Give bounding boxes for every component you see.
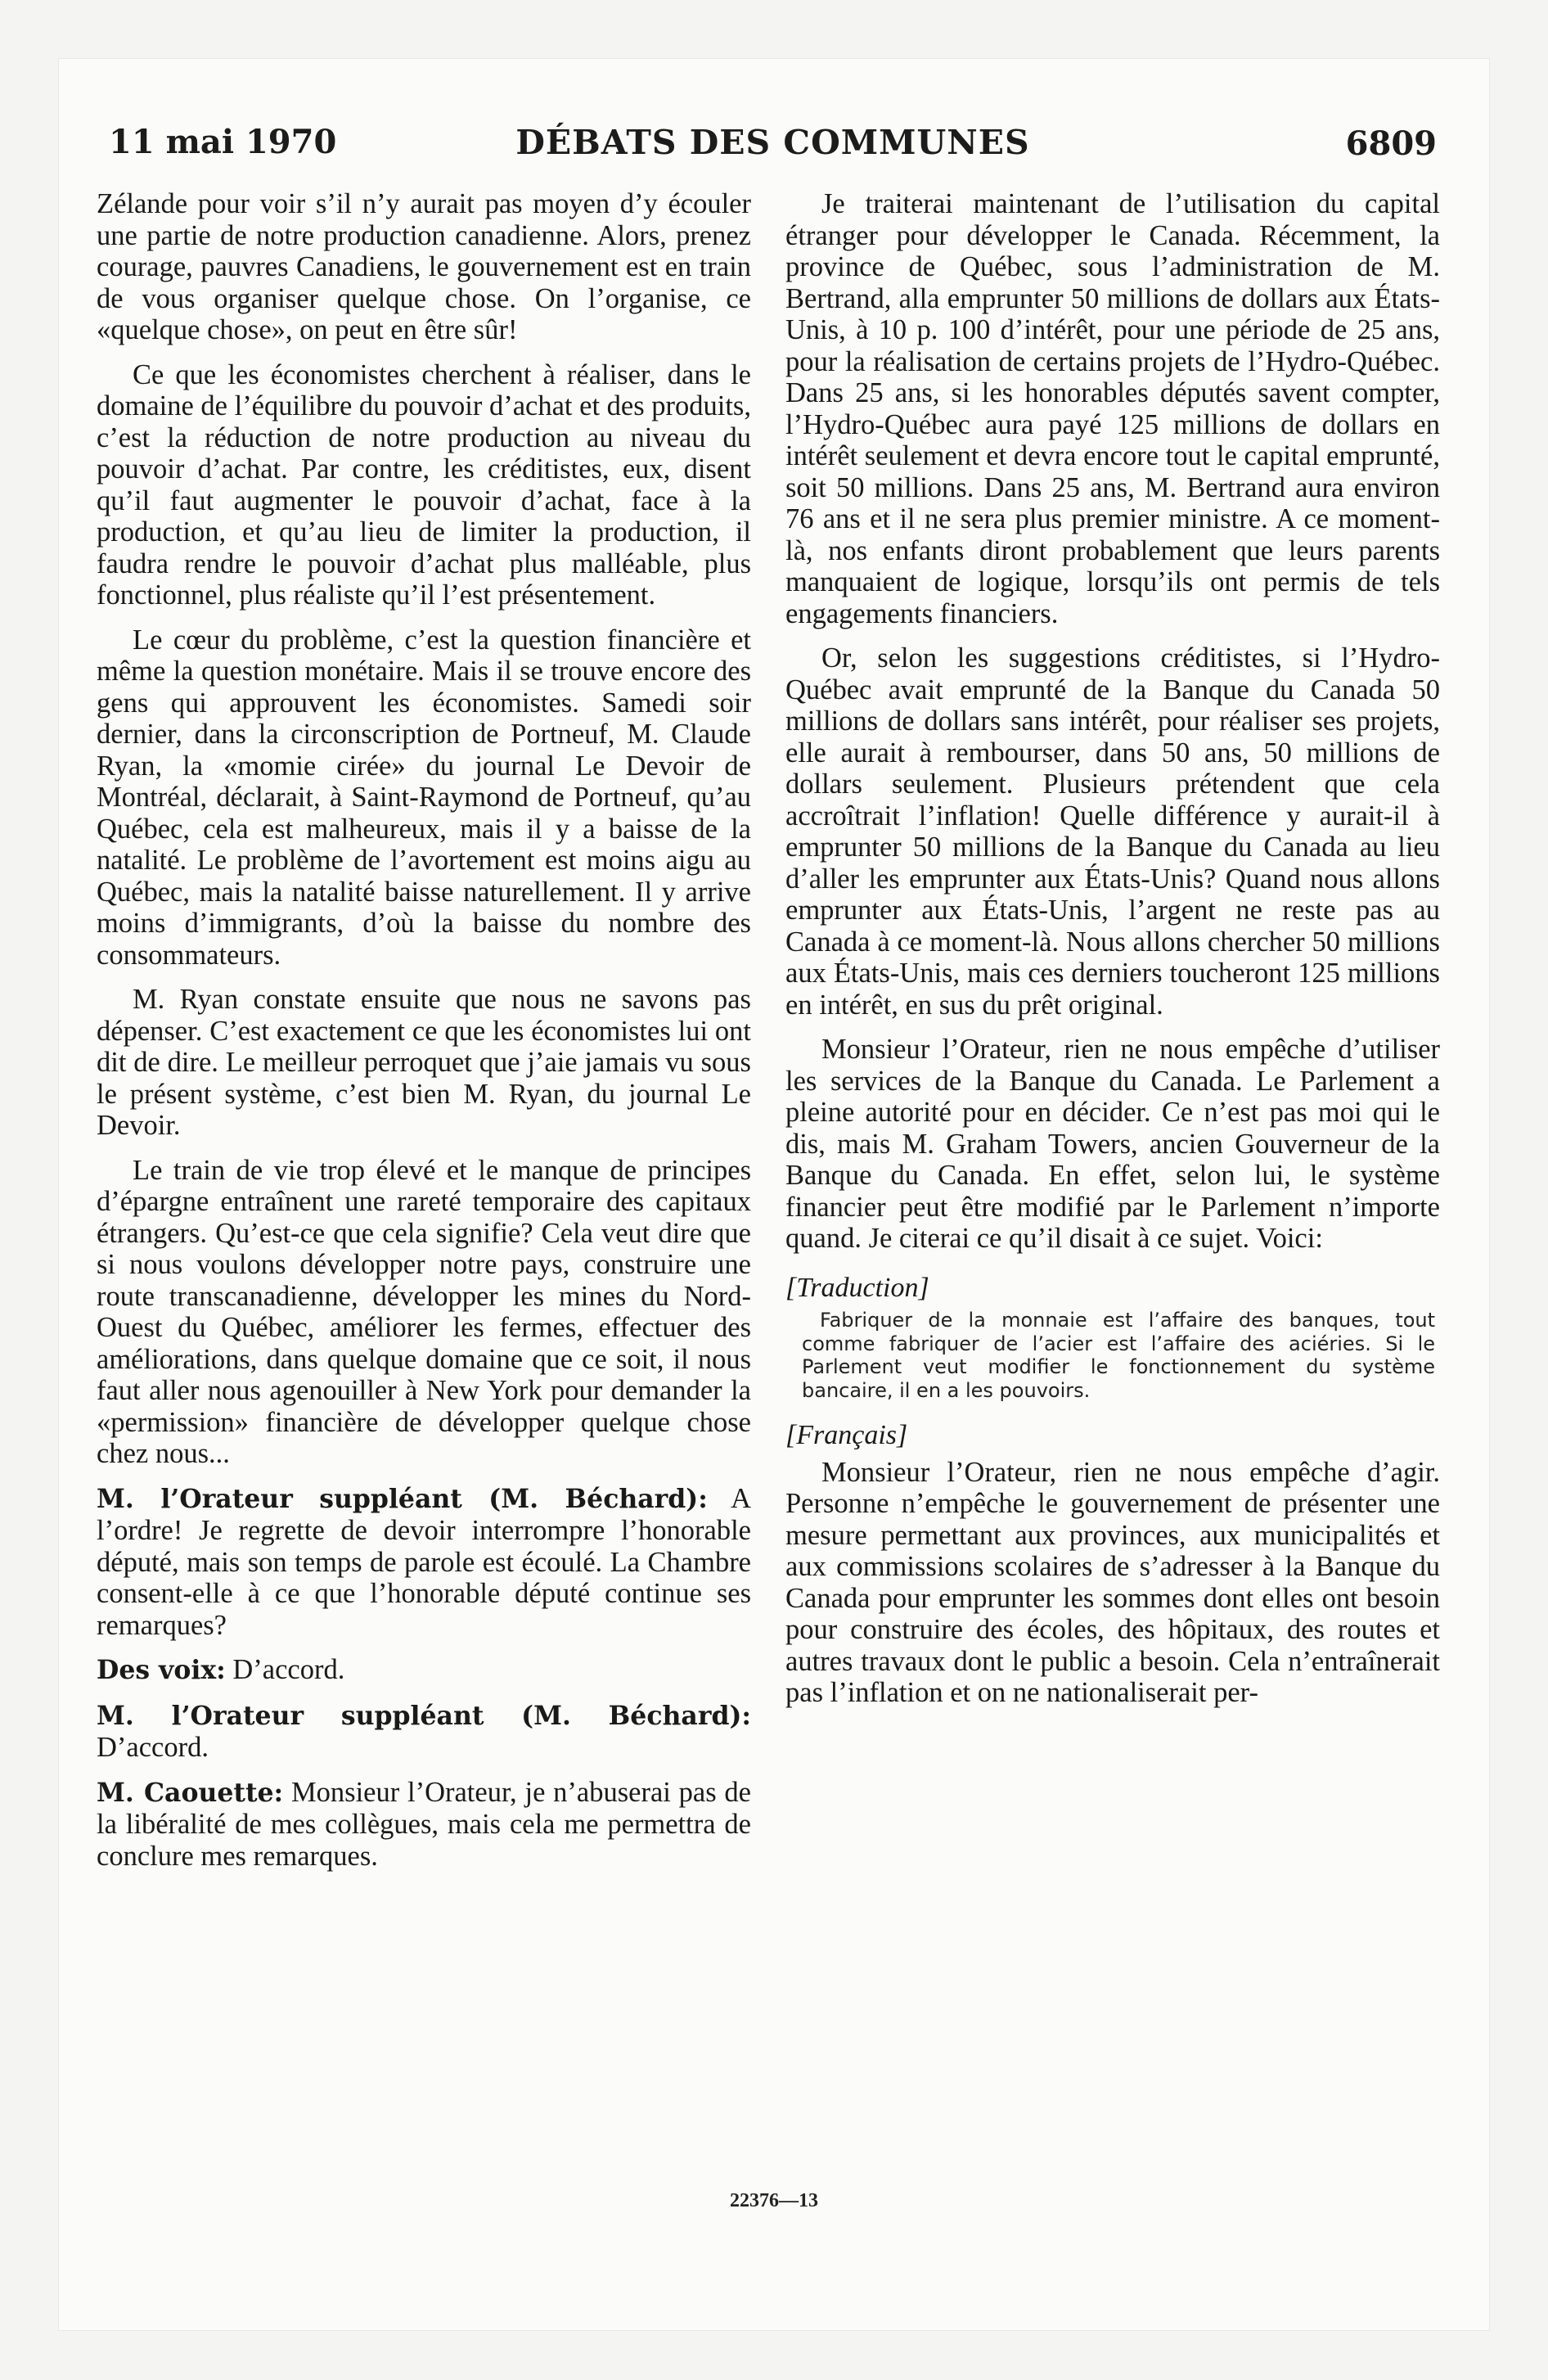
language-tag-translation: [Traduction]: [785, 1272, 929, 1303]
header-page-number: 6809: [1345, 124, 1437, 163]
speaker-name: M. l’Orateur suppléant (M. Béchard):: [97, 1483, 708, 1514]
header-title: DÉBATS DES COMMUNES: [515, 123, 1030, 162]
speech-text: D’accord.: [225, 1654, 345, 1685]
speech-entry: [97, 1700, 751, 1764]
paragraph: Or, selon les suggestions créditistes, si l’Hydro-Québec avait emprunté de la Banque du Canada 50 millions de dollars sans intérêt, pour réaliser ses projets, elle aurait à rembourser, dans 50 ans, 50 millions de dollars seulement. Plusieurs prétendent que cela accroîtrait l’inflation! Quelle différence y aurait-il à emprunter 50 millions de la Banque du Canada au lieu d’aller les emprunter aux États-Unis? Quand nous allons emprunter aux États-Unis, l’argent ne reste pas au Canada à ce moment-là. Nous allons chercher 50 millions aux États-Unis, mais ces derniers toucheront 125 millions en intérêt, en sus du prêt original.: [785, 642, 1440, 1021]
speech-text: A l’ordre! Je regrette de devoir interrompre l’honorable député, mais son temps de parole est écoulé. La Chambre consent-elle à ce que l’honorable député continue ses remarques?: [97, 1482, 751, 1641]
block-quote: Fabriquer de la monnaie est l’affaire des banques, tout comme fabriquer de l’acier est l’affaire des aciéries. Si le Parlement veut modifier le fonctionnement du système bancaire, il en a les pouvoirs.: [802, 1309, 1435, 1402]
language-tag-french: [Français]: [785, 1420, 908, 1450]
speech-text: Monsieur l’Orateur, je n’abuserai pas de la libéralité de mes collègues, mais cela me permettra de conclure mes remarques.: [97, 1776, 751, 1872]
paragraph: Le train de vie trop élevé et le manque de principes d’épargne entraînent une rareté temporaire des capitaux étrangers. Qu’est-ce que cela signifie? Cela veut dire que si nous voulons développer notre pays, construire une route transcanadienne, développer les mines du Nord-Ouest du Québec, améliorer les fermes, effectuer des améliorations, dans quelque domaine que ce soit, il nous faut aller nous agenouiller à New York pour demander la «permission» financière de développer quelque chose chez nous...: [97, 1154, 751, 1469]
page-header: [109, 123, 1437, 172]
speech-entry: [97, 1654, 751, 1687]
paragraph: Je traiterai maintenant de l’utilisation du capital étranger pour développer le Canada. Récemment, la province de Québec, sous l’administration de M. Bertrand, alla emprunter 50 millions de dollars aux États-Unis, à 10 p. 100 d’intérêt, pour une période de 25 ans, pour la réalisation de certains projets de l’Hydro-Québec. Dans 25 ans, si les honorables députés savent compter, l’Hydro-Québec aura payé 125 millions de dollars en intérêt seulement et devra encore tout le capital emprunté, soit 50 millions. Dans 25 ans, M. Bertrand aura environ 76 ans et il ne sera plus premier ministre. A ce moment-là, nos enfants diront probablement que leurs parents manquaient de logique, lorsqu’ils ont permis de tels engagements financiers.: [785, 188, 1440, 629]
speaker-name: M. l’Orateur suppléant (M. Béchard):: [97, 1700, 751, 1731]
speech-entry: [97, 1777, 751, 1873]
paragraph: Monsieur l’Orateur, rien ne nous empêche d’utiliser les services de la Banque du Canada. Le Parlement a pleine autorité pour en décider. Ce n’est pas moi qui le dis, mais M. Graham Towers, ancien Gouverneur de la Banque du Canada. En effet, selon lui, le système financier peut être modifié par le Parlement n’importe quand. Je citerai ce qu’il disait à ce sujet. Voici:: [785, 1034, 1440, 1254]
paragraph: Zélande pour voir s’il n’y aurait pas moyen d’y écouler une partie de notre production canadienne. Alors, prenez courage, pauvres Canadiens, le gouvernement est en train de vous organiser quelque chose. On l’organise, ce «quelque chose», on peut en être sûr!: [97, 188, 751, 345]
page-signature: 22376—13: [730, 2190, 818, 2211]
paragraph: Ce que les économistes cherchent à réaliser, dans le domaine de l’équilibre du pouvoir d’achat et des produits, c’est la réduction de notre production au niveau du pouvoir d’achat. Par contre, les créditistes, eux, disent qu’il faut augmenter le pouvoir d’achat, face à la production, et qu’au lieu de limiter la production, il faudra rendre le pouvoir d’achat plus malléable, plus fonctionnel, plus réaliste qu’il l’est présentement.: [97, 358, 751, 611]
speaker-name: M. Caouette:: [97, 1777, 284, 1808]
header-date: 11 mai 1970: [109, 123, 337, 161]
paragraph: Monsieur l’Orateur, rien ne nous empêche d’agir. Personne n’empêche le gouvernement de présenter une mesure permettant aux provinces, aux municipalités et aux commissions scolaires de s’adresser à la Banque du Canada pour emprunter les sommes dont elles ont besoin pour construire des écoles, des hôpitaux, des routes et autres travaux dont le public a besoin. Cela n’entraînerait pas l’inflation et on ne nationaliserait per-: [785, 1456, 1440, 1708]
right-column: [785, 188, 1440, 1722]
left-column: [97, 188, 751, 1885]
paragraph: Le cœur du problème, c’est la question financière et même la question monétaire. Mais il se trouve encore des gens qui approuvent les économistes. Samedi soir dernier, dans la circonscription de Portneuf, M. Claude Ryan, la «momie cirée» du journal Le Devoir de Montréal, déclarait, à Saint-Raymond de Portneuf, qu’au Québec, cela est malheureux, mais il y a baisse de la natalité. Le problème de l’avortement est moins aigu au Québec, mais la natalité baisse naturellement. Il y arrive moins d’immigrants, d’où la baisse du nombre des consommateurs.: [97, 624, 751, 971]
speech-entry: [97, 1483, 751, 1642]
speech-text: D’accord.: [97, 1732, 209, 1763]
speaker-name: Des voix:: [97, 1655, 226, 1685]
paragraph: M. Ryan constate ensuite que nous ne savons pas dépenser. C’est exactement ce que les économistes lui ont dit de dire. Le meilleur perroquet que j’aie jamais vu sous le présent système, c’est bien M. Ryan, du journal Le Devoir.: [97, 984, 751, 1141]
